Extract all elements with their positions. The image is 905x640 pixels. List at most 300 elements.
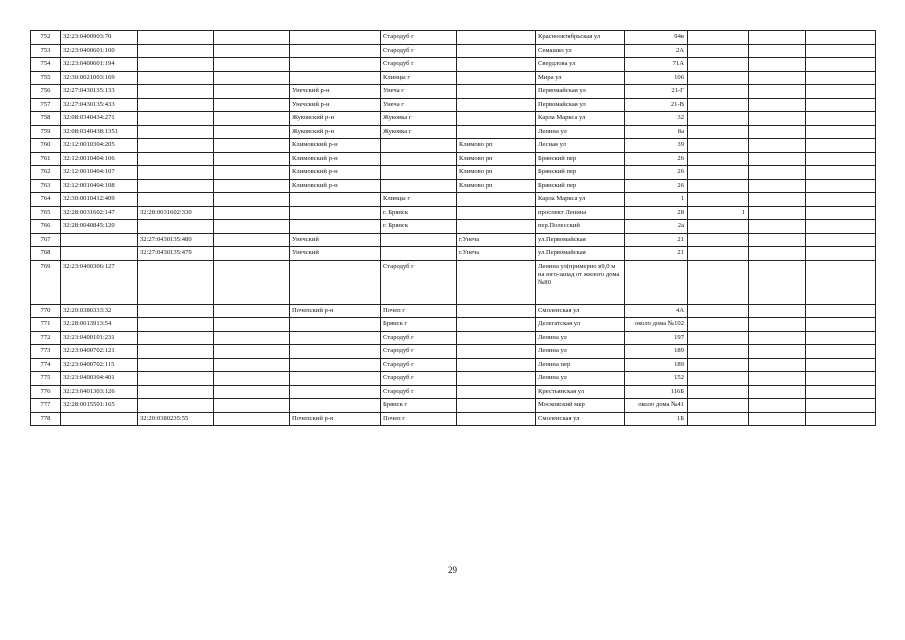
settlement-cell xyxy=(457,345,536,359)
column-3-cell xyxy=(214,372,290,386)
settlement-cell: Климово рп xyxy=(457,139,536,153)
district-cell xyxy=(290,58,381,72)
column-3-cell xyxy=(214,385,290,399)
column-3-cell xyxy=(214,166,290,180)
district-cell: Климовский р-н xyxy=(290,152,381,166)
column-11-cell xyxy=(806,220,876,234)
column-3-cell xyxy=(214,399,290,413)
cadastral-number-alt-cell: 32:27:0430135:480 xyxy=(138,233,214,247)
column-9-cell xyxy=(688,125,749,139)
column-10-cell xyxy=(749,331,806,345)
column-11-cell xyxy=(806,31,876,45)
row-number-cell: 774 xyxy=(31,358,61,372)
cadastral-number-alt-cell xyxy=(138,152,214,166)
settlement-cell xyxy=(457,206,536,220)
street-cell: Делегатская ул xyxy=(536,318,625,332)
house-cell: 21 xyxy=(625,247,688,261)
settlement-cell xyxy=(457,385,536,399)
table-row xyxy=(31,385,876,399)
settlement-cell xyxy=(457,399,536,413)
city-cell xyxy=(381,166,457,180)
cadastral-number-cell: 32:12:0010404:107 xyxy=(61,166,138,180)
column-11-cell xyxy=(806,318,876,332)
district-cell xyxy=(290,345,381,359)
column-11-cell xyxy=(806,385,876,399)
column-3-cell xyxy=(214,206,290,220)
city-cell: Жуковка г xyxy=(381,125,457,139)
column-3-cell xyxy=(214,98,290,112)
column-3-cell xyxy=(214,71,290,85)
table-row xyxy=(31,412,876,426)
table-row xyxy=(31,58,876,72)
street-cell: пер.Полесский xyxy=(536,220,625,234)
district-cell: Климовский р-н xyxy=(290,139,381,153)
street-cell: Ленина ул xyxy=(536,331,625,345)
district-cell: Жуковский р-н xyxy=(290,125,381,139)
district-cell xyxy=(290,31,381,45)
row-number-cell: 772 xyxy=(31,331,61,345)
table-row xyxy=(31,358,876,372)
column-10-cell xyxy=(749,399,806,413)
column-10-cell xyxy=(749,71,806,85)
column-10-cell xyxy=(749,372,806,386)
row-number-cell: 769 xyxy=(31,260,61,304)
column-11-cell xyxy=(806,345,876,359)
column-9-cell xyxy=(688,98,749,112)
street-cell: Первомайская ул xyxy=(536,98,625,112)
settlement-cell xyxy=(457,58,536,72)
column-10-cell xyxy=(749,233,806,247)
district-cell: Унечский р-н xyxy=(290,85,381,99)
column-9-cell xyxy=(688,220,749,234)
city-cell: Жуковка г xyxy=(381,112,457,126)
cadastral-number-alt-cell xyxy=(138,58,214,72)
column-10-cell xyxy=(749,260,806,304)
cadastral-number-cell: 32:08:0340434:271 xyxy=(61,112,138,126)
row-number-cell: 763 xyxy=(31,179,61,193)
column-10-cell xyxy=(749,85,806,99)
column-9-cell xyxy=(688,233,749,247)
column-3-cell xyxy=(214,331,290,345)
city-cell xyxy=(381,247,457,261)
street-cell: Ленина ул xyxy=(536,372,625,386)
page-number: 29 xyxy=(448,565,457,575)
column-11-cell xyxy=(806,125,876,139)
column-3-cell xyxy=(214,85,290,99)
cadastral-number-alt-cell xyxy=(138,44,214,58)
table-row xyxy=(31,233,876,247)
column-10-cell xyxy=(749,318,806,332)
city-cell xyxy=(381,233,457,247)
column-9-cell: 1 xyxy=(688,206,749,220)
district-cell xyxy=(290,260,381,304)
cadastral-number-alt-cell xyxy=(138,220,214,234)
cadastral-number-cell: 32:28:0015501:165 xyxy=(61,399,138,413)
column-10-cell xyxy=(749,193,806,207)
column-9-cell xyxy=(688,152,749,166)
column-3-cell xyxy=(214,260,290,304)
city-cell: Стародуб г xyxy=(381,260,457,304)
city-cell: Клинцы г xyxy=(381,71,457,85)
row-number-cell: 766 xyxy=(31,220,61,234)
cadastral-number-cell xyxy=(61,247,138,261)
column-3-cell xyxy=(214,125,290,139)
city-cell: Стародуб г xyxy=(381,345,457,359)
cadastral-number-alt-cell xyxy=(138,372,214,386)
column-11-cell xyxy=(806,233,876,247)
cadastral-number-cell: 32:23:0400601:194 xyxy=(61,58,138,72)
cadastral-number-alt-cell xyxy=(138,85,214,99)
city-cell: г. Брянск xyxy=(381,220,457,234)
district-cell xyxy=(290,358,381,372)
column-3-cell xyxy=(214,345,290,359)
city-cell xyxy=(381,179,457,193)
column-11-cell xyxy=(806,399,876,413)
column-3-cell xyxy=(214,44,290,58)
column-9-cell xyxy=(688,71,749,85)
column-10-cell xyxy=(749,112,806,126)
cadastral-number-alt-cell xyxy=(138,385,214,399)
table-row xyxy=(31,31,876,45)
house-cell: 116Б xyxy=(625,385,688,399)
column-9-cell xyxy=(688,304,749,318)
city-cell: Стародуб г xyxy=(381,31,457,45)
district-cell xyxy=(290,206,381,220)
cadastral-number-alt-cell xyxy=(138,112,214,126)
column-11-cell xyxy=(806,247,876,261)
house-cell: 8а xyxy=(625,125,688,139)
city-cell: Стародуб г xyxy=(381,58,457,72)
house-cell: 21 xyxy=(625,233,688,247)
table-row xyxy=(31,304,876,318)
column-9-cell xyxy=(688,193,749,207)
city-cell: Стародуб г xyxy=(381,385,457,399)
table-row xyxy=(31,399,876,413)
street-cell: Карла Маркса ул xyxy=(536,112,625,126)
house-cell: 1Б xyxy=(625,412,688,426)
street-cell: Краснооктябрьская ул xyxy=(536,31,625,45)
column-11-cell xyxy=(806,358,876,372)
cadastral-number-cell: 32:23:0400903:70 xyxy=(61,31,138,45)
column-9-cell xyxy=(688,139,749,153)
row-number-cell: 777 xyxy=(31,399,61,413)
city-cell xyxy=(381,152,457,166)
table-row xyxy=(31,345,876,359)
house-cell: 197 xyxy=(625,331,688,345)
street-cell: Смоленская ул xyxy=(536,412,625,426)
house-cell: 189 xyxy=(625,345,688,359)
column-11-cell xyxy=(806,44,876,58)
row-number-cell: 765 xyxy=(31,206,61,220)
column-9-cell xyxy=(688,166,749,180)
row-number-cell: 754 xyxy=(31,58,61,72)
column-11-cell xyxy=(806,179,876,193)
cadastral-number-alt-cell: 32:20:0380235:55 xyxy=(138,412,214,426)
row-number-cell: 764 xyxy=(31,193,61,207)
cadastral-number-alt-cell xyxy=(138,399,214,413)
column-10-cell xyxy=(749,44,806,58)
row-number-cell: 760 xyxy=(31,139,61,153)
settlement-cell xyxy=(457,318,536,332)
column-9-cell xyxy=(688,112,749,126)
table-row xyxy=(31,331,876,345)
house-cell: 32 xyxy=(625,112,688,126)
settlement-cell xyxy=(457,125,536,139)
registry-table-body xyxy=(31,31,876,426)
cadastral-number-alt-cell xyxy=(138,31,214,45)
cadastral-number-alt-cell xyxy=(138,345,214,359)
cadastral-number-cell: 32:12:0010404:108 xyxy=(61,179,138,193)
cadastral-number-alt-cell xyxy=(138,98,214,112)
column-11-cell xyxy=(806,152,876,166)
column-10-cell xyxy=(749,139,806,153)
column-10-cell xyxy=(749,166,806,180)
table-row xyxy=(31,206,876,220)
street-cell: проспект Ленина xyxy=(536,206,625,220)
district-cell: Климовский р-н xyxy=(290,179,381,193)
column-10-cell xyxy=(749,152,806,166)
cadastral-number-alt-cell xyxy=(138,260,214,304)
column-3-cell xyxy=(214,193,290,207)
district-cell: Почепский р-н xyxy=(290,304,381,318)
column-3-cell xyxy=(214,58,290,72)
row-number-cell: 771 xyxy=(31,318,61,332)
column-11-cell xyxy=(806,304,876,318)
row-number-cell: 753 xyxy=(31,44,61,58)
column-11-cell xyxy=(806,98,876,112)
row-number-cell: 775 xyxy=(31,372,61,386)
cadastral-number-cell: 32:23:0400101:231 xyxy=(61,331,138,345)
column-11-cell xyxy=(806,206,876,220)
house-cell: 1 xyxy=(625,193,688,207)
settlement-cell xyxy=(457,71,536,85)
column-3-cell xyxy=(214,139,290,153)
street-cell: Ленина ул(примерно в9,0 м на юго-запад от жилого дома №80 xyxy=(536,260,625,304)
column-10-cell xyxy=(749,345,806,359)
house-cell: 71А xyxy=(625,58,688,72)
column-10-cell xyxy=(749,247,806,261)
settlement-cell xyxy=(457,112,536,126)
registry-table xyxy=(30,30,876,426)
settlement-cell: Климово рп xyxy=(457,179,536,193)
column-10-cell xyxy=(749,31,806,45)
cadastral-number-alt-cell xyxy=(138,358,214,372)
column-11-cell xyxy=(806,85,876,99)
city-cell: Брянск г xyxy=(381,399,457,413)
column-10-cell xyxy=(749,206,806,220)
cadastral-number-cell xyxy=(61,412,138,426)
row-number-cell: 762 xyxy=(31,166,61,180)
row-number-cell: 770 xyxy=(31,304,61,318)
column-11-cell xyxy=(806,166,876,180)
row-number-cell: 761 xyxy=(31,152,61,166)
table-row xyxy=(31,247,876,261)
column-9-cell xyxy=(688,399,749,413)
column-9-cell xyxy=(688,44,749,58)
cadastral-number-alt-cell xyxy=(138,166,214,180)
table-row xyxy=(31,166,876,180)
column-11-cell xyxy=(806,372,876,386)
column-10-cell xyxy=(749,304,806,318)
settlement-cell xyxy=(457,85,536,99)
column-9-cell xyxy=(688,345,749,359)
column-10-cell xyxy=(749,358,806,372)
city-cell: Стародуб г xyxy=(381,358,457,372)
district-cell xyxy=(290,193,381,207)
cadastral-number-cell: 32:30:0010412:409 xyxy=(61,193,138,207)
column-9-cell xyxy=(688,58,749,72)
row-number-cell: 759 xyxy=(31,125,61,139)
cadastral-number-alt-cell xyxy=(138,331,214,345)
column-11-cell xyxy=(806,71,876,85)
city-cell: Почеп г xyxy=(381,304,457,318)
cadastral-number-cell: 32:23:0400304:401 xyxy=(61,372,138,386)
column-11-cell xyxy=(806,58,876,72)
cadastral-number-cell: 32:23:0401303:126 xyxy=(61,385,138,399)
column-10-cell xyxy=(749,125,806,139)
city-cell: Унеча г xyxy=(381,85,457,99)
street-cell: Мира ул xyxy=(536,71,625,85)
row-number-cell: 778 xyxy=(31,412,61,426)
street-cell: Смоленская ул xyxy=(536,304,625,318)
cadastral-number-cell: 32:23:0400702:115 xyxy=(61,358,138,372)
column-3-cell xyxy=(214,233,290,247)
column-3-cell xyxy=(214,247,290,261)
settlement-cell: Климово рп xyxy=(457,166,536,180)
cadastral-number-cell: 32:27:0430135:433 xyxy=(61,98,138,112)
column-11-cell xyxy=(806,193,876,207)
settlement-cell xyxy=(457,260,536,304)
street-cell: Лесная ул xyxy=(536,139,625,153)
street-cell: Свердлова ул xyxy=(536,58,625,72)
city-cell: Стародуб г xyxy=(381,44,457,58)
city-cell: Брянск г xyxy=(381,318,457,332)
house-cell: 4А xyxy=(625,304,688,318)
table-row xyxy=(31,98,876,112)
house-cell: около дома №102 xyxy=(625,318,688,332)
row-number-cell: 757 xyxy=(31,98,61,112)
city-cell xyxy=(381,139,457,153)
column-3-cell xyxy=(214,31,290,45)
district-cell: Унечский xyxy=(290,233,381,247)
cadastral-number-alt-cell xyxy=(138,318,214,332)
district-cell xyxy=(290,331,381,345)
row-number-cell: 755 xyxy=(31,71,61,85)
city-cell: Клинцы г xyxy=(381,193,457,207)
cadastral-number-alt-cell xyxy=(138,304,214,318)
street-cell: Брянский пер xyxy=(536,152,625,166)
table-row xyxy=(31,318,876,332)
street-cell: Ленина ул xyxy=(536,125,625,139)
column-10-cell xyxy=(749,385,806,399)
column-10-cell xyxy=(749,412,806,426)
settlement-cell: г.Унеча xyxy=(457,247,536,261)
table-row xyxy=(31,260,876,304)
street-cell: ул.Первомайская xyxy=(536,247,625,261)
district-cell xyxy=(290,71,381,85)
column-3-cell xyxy=(214,304,290,318)
city-cell: Стародуб г xyxy=(381,372,457,386)
house-cell: 26 xyxy=(625,152,688,166)
district-cell: Унечский р-н xyxy=(290,98,381,112)
street-cell: Первомайская ул xyxy=(536,85,625,99)
house-cell: 152 xyxy=(625,372,688,386)
cadastral-number-alt-cell xyxy=(138,125,214,139)
district-cell: Жуковский р-н xyxy=(290,112,381,126)
cadastral-number-cell: 32:23:0400306:127 xyxy=(61,260,138,304)
column-9-cell xyxy=(688,358,749,372)
table-row xyxy=(31,139,876,153)
row-number-cell: 773 xyxy=(31,345,61,359)
column-9-cell xyxy=(688,85,749,99)
house-cell: 106 xyxy=(625,71,688,85)
district-cell xyxy=(290,220,381,234)
table-row xyxy=(31,71,876,85)
cadastral-number-cell: 32:08:0340438:1351 xyxy=(61,125,138,139)
row-number-cell: 767 xyxy=(31,233,61,247)
column-9-cell xyxy=(688,247,749,261)
cadastral-number-cell: 32:12:0010304:205 xyxy=(61,139,138,153)
street-cell: Семашко ул xyxy=(536,44,625,58)
settlement-cell xyxy=(457,31,536,45)
table-row xyxy=(31,125,876,139)
cadastral-number-alt-cell xyxy=(138,71,214,85)
street-cell: Московский мкр xyxy=(536,399,625,413)
house-cell: 21-Г xyxy=(625,85,688,99)
settlement-cell xyxy=(457,331,536,345)
street-cell: Крестьянская ул xyxy=(536,385,625,399)
column-11-cell xyxy=(806,260,876,304)
house-cell: 189 xyxy=(625,358,688,372)
cadastral-number-cell xyxy=(61,233,138,247)
settlement-cell xyxy=(457,372,536,386)
house-cell xyxy=(625,260,688,304)
column-3-cell xyxy=(214,152,290,166)
cadastral-number-cell: 32:28:0013913:54 xyxy=(61,318,138,332)
row-number-cell: 758 xyxy=(31,112,61,126)
column-10-cell xyxy=(749,58,806,72)
district-cell: Унечский xyxy=(290,247,381,261)
district-cell xyxy=(290,44,381,58)
district-cell: Климовский р-н xyxy=(290,166,381,180)
settlement-cell xyxy=(457,358,536,372)
house-cell: около дома №41 xyxy=(625,399,688,413)
column-3-cell xyxy=(214,412,290,426)
settlement-cell xyxy=(457,412,536,426)
column-3-cell xyxy=(214,358,290,372)
house-cell: 28 xyxy=(625,206,688,220)
column-9-cell xyxy=(688,372,749,386)
cadastral-number-alt-cell xyxy=(138,179,214,193)
table-row xyxy=(31,372,876,386)
house-cell: 94в xyxy=(625,31,688,45)
table-row xyxy=(31,193,876,207)
column-10-cell xyxy=(749,220,806,234)
cadastral-number-cell: 32:28:0031602:147 xyxy=(61,206,138,220)
table-row xyxy=(31,85,876,99)
column-9-cell xyxy=(688,260,749,304)
column-11-cell xyxy=(806,331,876,345)
column-10-cell xyxy=(749,98,806,112)
column-10-cell xyxy=(749,179,806,193)
house-cell: 21-В xyxy=(625,98,688,112)
cadastral-number-alt-cell: 32:27:0430135:479 xyxy=(138,247,214,261)
column-9-cell xyxy=(688,412,749,426)
column-9-cell xyxy=(688,318,749,332)
table-row xyxy=(31,112,876,126)
column-9-cell xyxy=(688,31,749,45)
house-cell: 26 xyxy=(625,179,688,193)
